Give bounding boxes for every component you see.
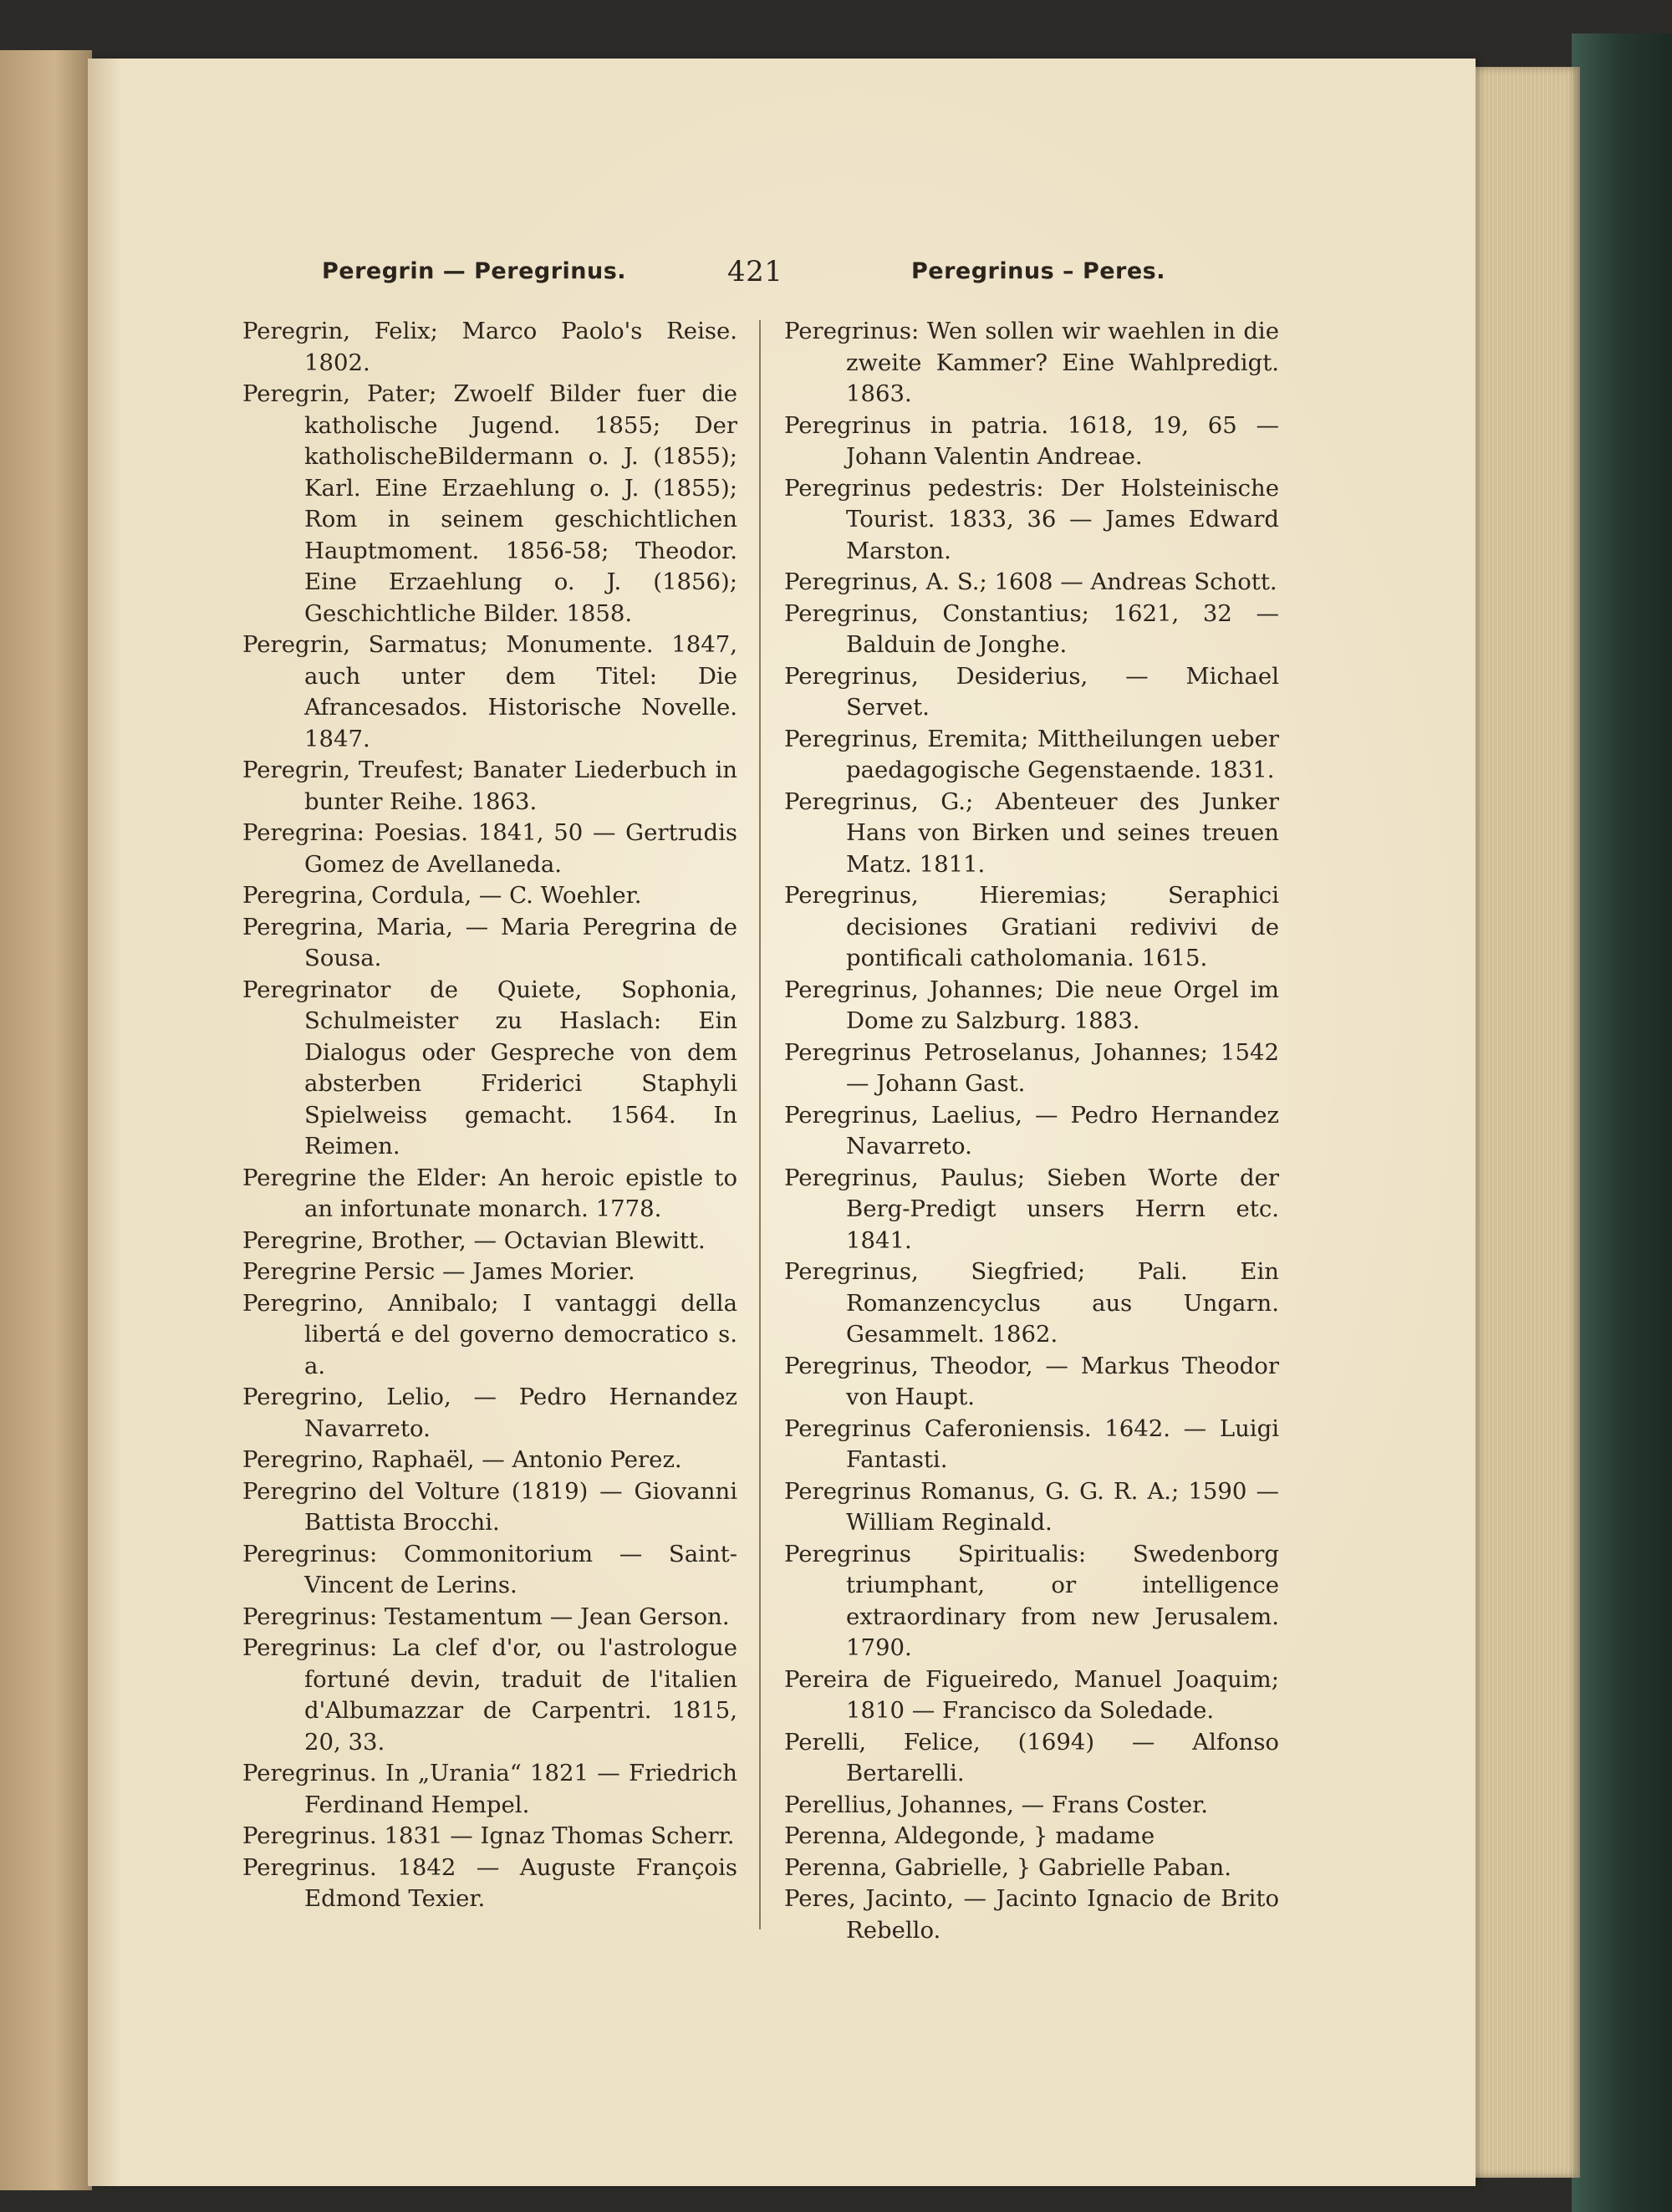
running-header-right: Peregrinus – Peres. — [911, 258, 1165, 284]
entry: Peregrinus, Constantius; 1621, 32 — Balduin de Jonghe. — [784, 599, 1279, 658]
entry: Peregrino del Volture (1819) — Giovanni Battista Brocchi. — [242, 1477, 737, 1536]
right-column — [784, 316, 1279, 1946]
left-page-edge — [0, 50, 92, 2190]
entry: Peregrine Persic — James Morier. — [242, 1258, 635, 1285]
column-divider — [759, 320, 761, 1929]
page-edges — [1470, 67, 1580, 2178]
entry: Peregrinus. In „Urania“ 1821 — Friedrich Ferdinand Hempel. — [242, 1760, 737, 1818]
entry: Peregrin, Felix; Marco Paolo's Reise. 1802. — [242, 318, 737, 376]
left-column — [242, 316, 737, 1915]
entry: Peregrine, Brother, — Octavian Blewitt. — [242, 1226, 706, 1254]
entry: Peregrinus, Paulus; Sieben Worte der Berg-Predigt unsers Herrn etc. 1841. — [784, 1164, 1279, 1254]
entry: Perenna, Aldegonde, } madame — [784, 1822, 1155, 1849]
entry: Peregrinus, Johannes; Die neue Orgel im Dome zu Salzburg. 1883. — [784, 976, 1279, 1034]
entry: Peregrina, Maria, — Maria Peregrina de Sousa. — [242, 913, 737, 971]
book-cover — [1572, 33, 1672, 2212]
running-header-left: Peregrin — Peregrinus. — [322, 258, 627, 284]
entry: Perenna, Gabrielle, } Gabrielle Paban. — [784, 1853, 1231, 1881]
entry: Peres, Jacinto, — Jacinto Ignacio de Brito Rebello. — [784, 1885, 1279, 1944]
entry: Peregrinus pedestris: Der Holsteinische Tourist. 1833, 36 — James Edward Marston. — [784, 474, 1279, 564]
entry: Peregrinus, Hieremias; Seraphici decisiones Gratiani redivivi de pontificali catholomania. 1615. — [784, 882, 1279, 971]
entry: Peregrinus: Wen sollen wir waehlen in die zweite Kammer? Eine Wahlpredigt. 1863. — [784, 318, 1279, 407]
entry: Peregrino, Raphaël, — Antonio Perez. — [242, 1446, 682, 1473]
entry: Peregrinus in patria. 1618, 19, 65 — Johann Valentin Andreae. — [784, 411, 1279, 470]
entry: Peregrino, Lelio, — Pedro Hernandez Navarreto. — [242, 1384, 737, 1442]
entry: Peregrinus: Commonitorium — Saint-Vincent de Lerins. — [242, 1540, 737, 1598]
entry: Perellius, Johannes, — Frans Coster. — [784, 1791, 1208, 1818]
entry: Peregrin, Sarmatus; Monumente. 1847, auch unter dem Titel: Die Afrancesados. Historische Novelle. 1847. — [242, 631, 737, 752]
entry: Peregrin, Treufest; Banater Liederbuch in bunter Reihe. 1863. — [242, 757, 737, 815]
entry: Peregrinus Romanus, G. G. R. A.; 1590 — William Reginald. — [784, 1477, 1279, 1536]
entry: Peregrinus: La clef d'or, ou l'astrologue fortuné devin, traduit de l'italien d'Albumazzar de Carpentri. 1815, 20, 33. — [242, 1634, 737, 1756]
entry: Peregrinator de Quiete, Sophonia, Schulmeister zu Haslach: Ein Dialogus oder Gespreche von dem absterben Friderici Staphyli Spielweiss gemacht. 1564. In Reimen. — [242, 976, 737, 1160]
entry: Perelli, Felice, (1694) — Alfonso Bertarelli. — [784, 1728, 1279, 1786]
entry: Peregrinus, A. S.; 1608 — Andreas Schott. — [784, 568, 1277, 595]
page-number: 421 — [727, 255, 783, 288]
entry: Peregrinus, G.; Abenteuer des Junker Hans von Birken und seines treuen Matz. 1811. — [784, 787, 1279, 878]
entry: Peregrinus, Laelius, — Pedro Hernandez Navarreto. — [784, 1101, 1279, 1160]
entry: Peregrine the Elder: An heroic epistle to an infortunate monarch. 1778. — [242, 1164, 737, 1222]
entry: Peregrinus. 1842 — Auguste François Edmond Texier. — [242, 1853, 737, 1912]
entry: Peregrinus Petroselanus, Johannes; 1542 — Johann Gast. — [784, 1038, 1279, 1097]
entry: Peregrinus, Desiderius, — Michael Servet. — [784, 662, 1279, 721]
entry: Peregrina, Cordula, — C. Woehler. — [242, 882, 642, 909]
entry: Peregrino, Annibalo; I vantaggi della libertá e del governo democratico s. a. — [242, 1289, 737, 1379]
entry: Peregrinus, Theodor, — Markus Theodor von Haupt. — [784, 1352, 1279, 1410]
entry: Peregrin, Pater; Zwoelf Bilder fuer die katholische Jugend. 1855; Der katholischeBildermann o. J. (1855); Karl. Eine Erzaehlung o. J. (1855); Rom in seinem geschichtlichen Hauptmoment. 1856-58; Theodor. Eine Erzaehlung o. J. (1856); Geschichtliche Bilder. 1858. — [242, 380, 737, 627]
entry: Peregrinus: Testamentum — Jean Gerson. — [242, 1603, 730, 1630]
entry: Peregrinus Spiritualis: Swedenborg triumphant, or intelligence extraordinary from new Jerusalem. 1790. — [784, 1540, 1279, 1661]
entry: Peregrina: Poesias. 1841, 50 — Gertrudis Gomez de Avellaneda. — [242, 819, 737, 878]
entry: Peregrinus, Eremita; Mittheilungen ueber paedagogische Gegenstaende. 1831. — [784, 725, 1279, 783]
entry: Peregrinus, Siegfried; Pali. Ein Romanzencyclus aus Ungarn. Gesammelt. 1862. — [784, 1258, 1279, 1348]
entry: Peregrinus. 1831 — Ignaz Thomas Scherr. — [242, 1822, 735, 1849]
entry: Peregrinus Caferoniensis. 1642. — Luigi Fantasti. — [784, 1414, 1279, 1473]
entry: Pereira de Figueiredo, Manuel Joaquim; 1810 — Francisco da Soledade. — [784, 1665, 1279, 1724]
